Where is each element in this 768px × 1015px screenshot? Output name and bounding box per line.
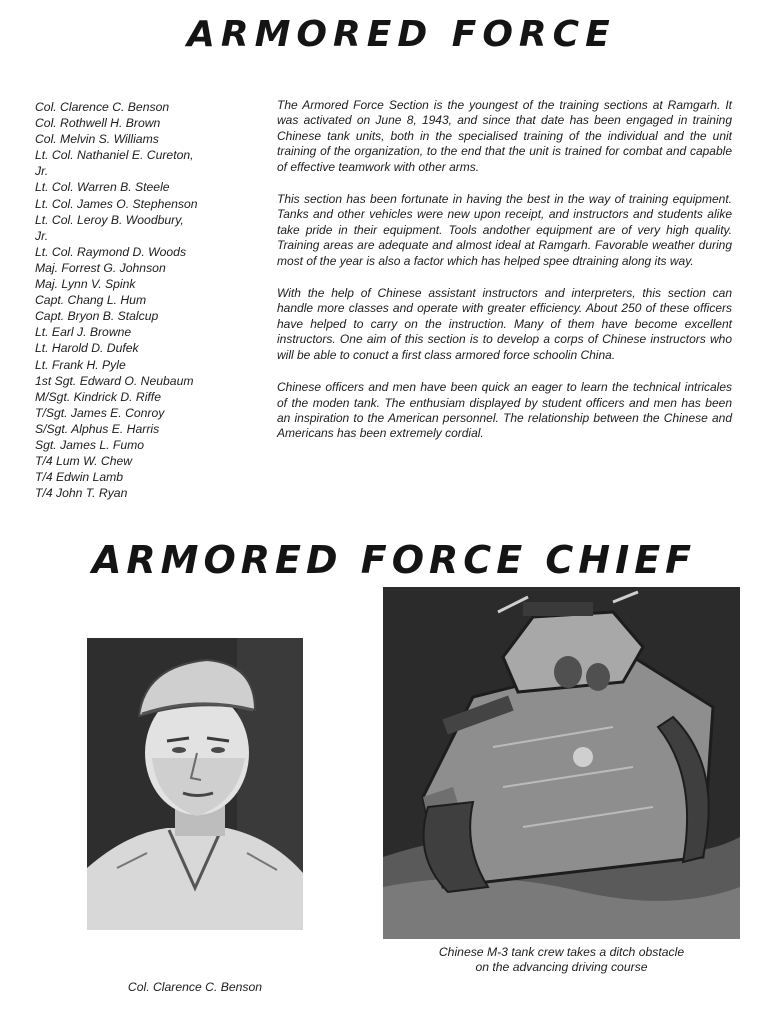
chief-section-title: ARMORED FORCE CHIEF xyxy=(92,538,697,582)
paragraph: With the help of Chinese assistant instructors and interpreters, this section can handle more classes and operate with greater efficiency. About 250 of these officers have helped to carry on the instruction. Many of them have become excellent instructors. One aim of this section is to develop a corps of Chinese instructors who will be able to conuct a first class armored force schoolin China. xyxy=(277,286,732,362)
roster-entry: T/4 Lum W. Chew xyxy=(35,454,133,469)
caption-line: on the advancing driving course xyxy=(475,960,648,974)
roster-entry: Jr. xyxy=(35,228,49,243)
roster-entry: Lt. Col. Raymond D. Woods xyxy=(35,244,187,259)
roster-entry: Col. Clarence C. Benson xyxy=(35,100,170,114)
page-title: ARMORED FORCE xyxy=(187,14,616,55)
roster-entry: T/4 John T. Ryan xyxy=(35,486,128,501)
roster-entry: T/Sgt. James E. Conroy xyxy=(35,405,165,420)
caption-line: Chinese M-3 tank crew takes a ditch obstacle xyxy=(438,945,685,959)
roster-entry: 1st Sgt. Edward O. Neubaum xyxy=(35,373,194,388)
roster-entry: Lt. Col. Leroy B. Woodbury, xyxy=(35,212,184,227)
section-description xyxy=(277,98,732,459)
tank-photo-caption xyxy=(383,945,740,975)
roster-entry: Lt. Col. James O. Stephenson xyxy=(35,196,198,211)
roster-entry: Jr. xyxy=(35,164,49,179)
tank-photo xyxy=(383,587,740,939)
roster-entry: T/4 Edwin Lamb xyxy=(35,470,124,485)
roster-entry: S/Sgt. Alphus E. Harris xyxy=(35,421,160,436)
personnel-roster xyxy=(35,99,235,501)
paragraph: The Armored Force Section is the youngest of the training sections at Ramgarh. It was activated on June 8, 1943, and since that date has been engaged in training Chinese tank units, both in the specialised training of the individual and the unit training of the organization, to the end that the unit is trained for combat and capable of effective teamwork with other arms. xyxy=(277,98,732,174)
roster-entry: Maj. Lynn V. Spink xyxy=(35,277,136,292)
roster-entry: Capt. Bryon B. Stalcup xyxy=(35,309,159,324)
portrait-photo xyxy=(87,638,303,930)
paragraph: This section has been fortunate in having the best in the way of training equipment. Tanks and other vehicles were new upon receipt, and instructors and students alike take pride in their equipment. Tools andother equipment are of very high quality. Training areas are adequate and almost ideal at Ramgarh. Favorable weather during most of the year is also a factor which has helped spee dtraining along its way. xyxy=(277,192,732,268)
roster-entry: Sgt. James L. Fumo xyxy=(35,437,145,452)
roster-entry: Lt. Frank H. Pyle xyxy=(35,357,126,372)
roster-entry: Lt. Col. Nathaniel E. Cureton, xyxy=(35,148,194,163)
portrait-caption: Col. Clarence C. Benson xyxy=(127,980,263,994)
roster-entry: Maj. Forrest G. Johnson xyxy=(35,260,166,275)
paragraph: Chinese officers and men have been quick an eager to learn the technical intricales of the moden tank. The enthusiam displayed by student officers and men has been an inspiration to the American personnel. The relationship between the Chinese and Americans has been extremely cordial. xyxy=(277,380,732,441)
roster-entry: Lt. Earl J. Browne xyxy=(35,325,132,340)
roster-entry: Lt. Harold D. Dufek xyxy=(35,341,139,356)
roster-entry: Col. Rothwell H. Brown xyxy=(35,116,161,131)
roster-entry: Capt. Chang L. Hum xyxy=(35,293,147,308)
roster-entry: M/Sgt. Kindrick D. Riffe xyxy=(35,389,161,404)
roster-entry: Lt. Col. Warren B. Steele xyxy=(35,180,170,195)
roster-entry: Col. Melvin S. Williams xyxy=(35,132,159,147)
